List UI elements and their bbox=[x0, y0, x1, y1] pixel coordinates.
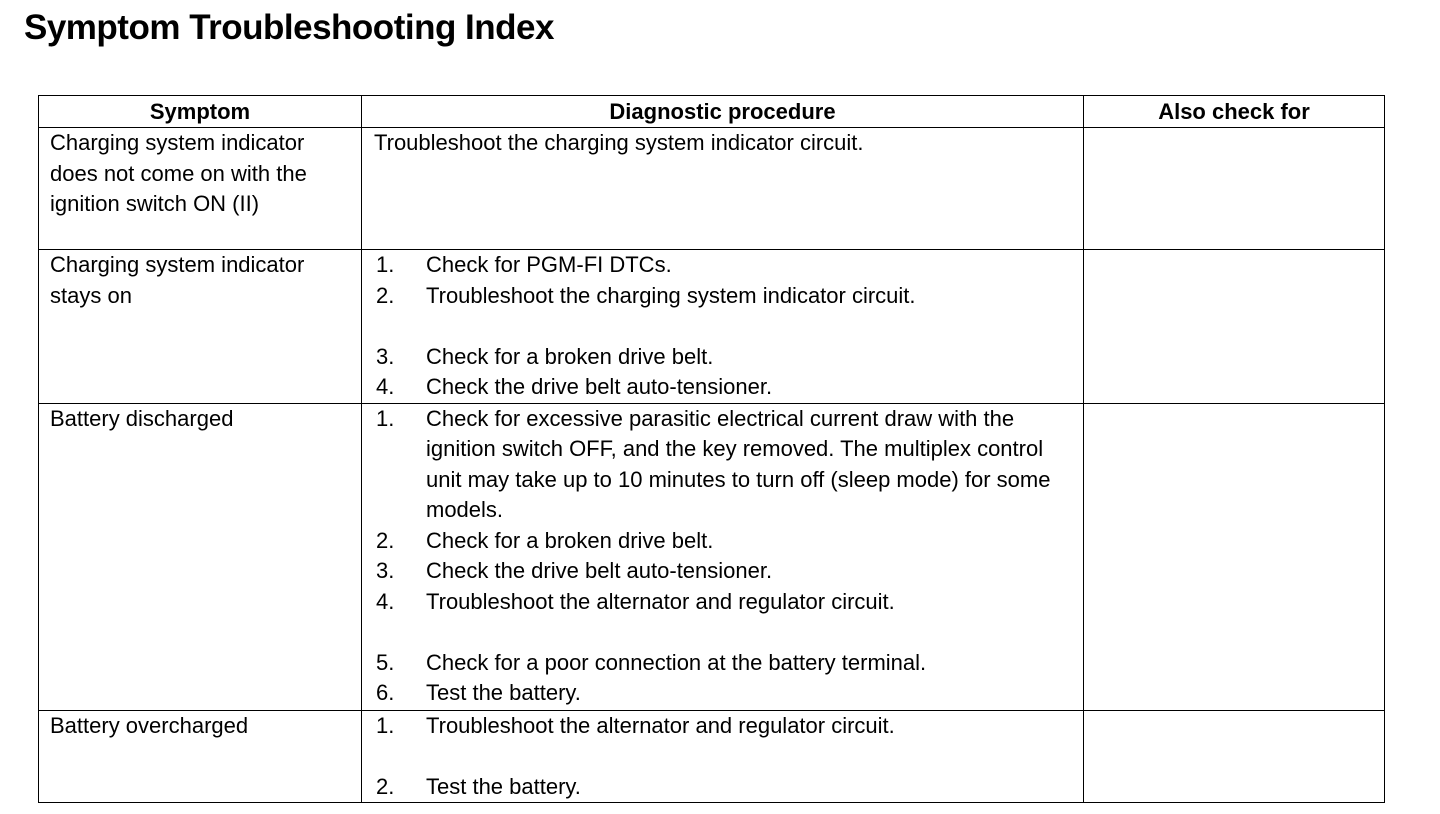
step-number: 6. bbox=[376, 680, 395, 705]
step-text: Test the battery. bbox=[426, 773, 581, 799]
step-text: Check for PGM-FI DTCs. bbox=[426, 252, 672, 277]
symptom-cell: Charging system indicator does not come on with the ignition switch ON (II) bbox=[39, 128, 362, 250]
procedure-step bbox=[374, 587, 1083, 618]
step-text: Check for a broken drive belt. bbox=[426, 527, 714, 553]
procedure-cell bbox=[362, 250, 1084, 404]
procedure-steps bbox=[374, 711, 1083, 803]
procedure-cell bbox=[362, 403, 1084, 710]
procedure-step bbox=[374, 372, 1083, 403]
procedure-step bbox=[374, 281, 1083, 312]
procedure-step bbox=[374, 250, 1083, 281]
procedure-text: Troubleshoot the charging system indicator circuit. bbox=[374, 130, 864, 155]
symptom-cell: Charging system indicator stays on bbox=[39, 250, 362, 404]
procedure-step bbox=[374, 711, 1083, 742]
step-text: Troubleshoot the charging system indicator circuit. bbox=[426, 282, 916, 308]
page-title: Symptom Troubleshooting Index bbox=[24, 8, 554, 47]
table-header-row bbox=[39, 96, 1385, 128]
step-text: Troubleshoot the alternator and regulator circuit. bbox=[426, 588, 895, 614]
procedure-cell bbox=[362, 128, 1084, 250]
table-row bbox=[39, 250, 1385, 404]
table-row bbox=[39, 403, 1385, 710]
column-header-diagnostic-procedure: Diagnostic procedure bbox=[362, 96, 1084, 128]
procedure-step bbox=[374, 404, 1083, 526]
also-check-cell bbox=[1084, 250, 1385, 404]
column-header-also-check-for: Also check for bbox=[1084, 96, 1385, 128]
procedure-step bbox=[374, 648, 1083, 679]
also-check-cell bbox=[1084, 710, 1385, 803]
procedure-step bbox=[374, 342, 1083, 373]
procedure-step bbox=[374, 772, 1083, 803]
step-text: Check for a broken drive belt. bbox=[426, 343, 714, 369]
step-number: 1. bbox=[376, 712, 395, 738]
symptom-table bbox=[38, 95, 1385, 803]
procedure-steps bbox=[374, 404, 1083, 709]
symptom-cell: Battery overcharged bbox=[39, 710, 362, 803]
step-text: Check the drive belt auto-tensioner. bbox=[426, 374, 773, 399]
table-row bbox=[39, 128, 1385, 250]
also-check-cell bbox=[1084, 128, 1385, 250]
table-row bbox=[39, 710, 1385, 803]
step-number: 1. bbox=[376, 405, 395, 431]
step-number: 5. bbox=[376, 649, 395, 675]
step-text: Check for a poor connection at the battery terminal. bbox=[426, 649, 927, 675]
step-number: 4. bbox=[376, 374, 395, 399]
procedure-step bbox=[374, 678, 1083, 709]
symptom-cell: Battery discharged bbox=[39, 403, 362, 710]
column-header-symptom: Symptom bbox=[39, 96, 362, 128]
step-text: Test the battery. bbox=[426, 680, 581, 705]
step-number: 2. bbox=[376, 773, 395, 799]
step-text: Troubleshoot the alternator and regulator circuit. bbox=[426, 712, 895, 738]
step-number: 3. bbox=[376, 343, 395, 369]
step-text: Check for excessive parasitic electrical current draw with the ignition switch OFF, and the key removed. The multiplex control unit may take up to 10 minutes to turn off (sleep mode) for some models. bbox=[426, 405, 1051, 522]
step-number: 3. bbox=[376, 558, 395, 583]
also-check-cell bbox=[1084, 403, 1385, 710]
step-number: 2. bbox=[376, 282, 395, 308]
procedure-step bbox=[374, 526, 1083, 557]
step-number: 4. bbox=[376, 588, 395, 614]
procedure-step bbox=[374, 556, 1083, 587]
procedure-cell bbox=[362, 710, 1084, 803]
procedure-steps bbox=[374, 250, 1083, 403]
step-text: Check the drive belt auto-tensioner. bbox=[426, 558, 773, 583]
step-number: 2. bbox=[376, 527, 395, 553]
step-number: 1. bbox=[376, 252, 395, 277]
